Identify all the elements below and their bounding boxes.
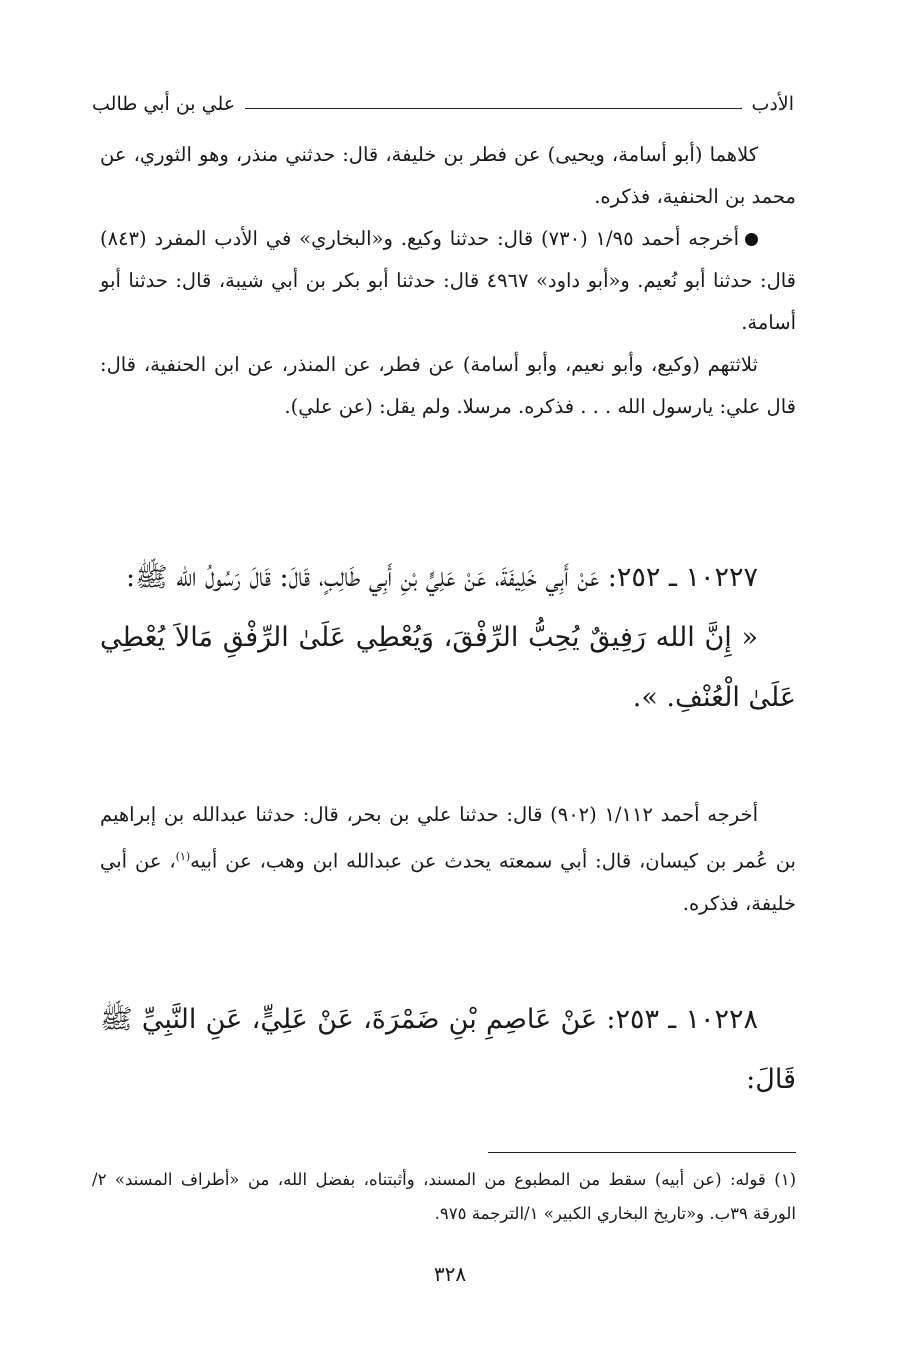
hadith-10228-chain: ١٠٢٢٨ ـ ٢٥٣: عَنْ عَاصِمِ بْنِ ضَمْرَةَ، عَنْ عَلِيٍّ، عَنِ النَّبِيِّ ﷺ قَالَ:: [100, 1004, 796, 1095]
header-rule: [245, 108, 741, 109]
commentary-block-1: [100, 134, 796, 428]
hadith-10228: [100, 990, 796, 1110]
header-section-title: الأدب: [751, 93, 794, 115]
hadith-10227-text: « إِنَّ الله رَفِيقٌ يُحِبُّ الرِّفْقَ، وَيُعْطِي عَلَىٰ الرِّفْقِ مَالاَ يُعْطِي عَلَىٰ الْعُنْفِ. ».: [100, 622, 796, 713]
running-header: [92, 88, 794, 120]
hadith-10227: [100, 548, 796, 728]
header-author-title: علي بن أبي طالب: [92, 93, 236, 115]
commentary-paragraph-1: كلاهما (أبو أسامة، ويحيى) عن فطر بن خليفة، قال: حدثني منذر، وهو الثوري، عن محمد بن الحنفية، فذكره.: [100, 143, 796, 208]
hadith-10227-chain: ١٠٢٢٧ ـ ٢٥٢: عَنْ أَبِي خَلِيفَةَ، عَنْ عَلِيٍّ بْنِ أَبِي طَالِبٍ، قَالَ: قَالَ رَسُولُ الله ﷺ:: [125, 562, 758, 593]
commentary-block-2: [100, 794, 796, 925]
footnote-reference: (١): [175, 850, 191, 863]
commentary-paragraph-4-end: ، عن أبي خليفة، فذكره.: [100, 849, 796, 915]
footnote-1-text: (١) قوله: (عن أبيه) سقط من المطبوع من المسند، وأثبتناه، بفضل الله، من «أطراف المسند» ٢/ الورقة ٣٩ب. و«تاريخ البخاري الكبير» ١/الترجمة ٩٧٥.: [92, 1170, 796, 1223]
commentary-paragraph-4-text: أخرجه أحمد ١/١١٢ (٩٠٢) قال: حدثنا علي بن بحر، قال: حدثنا عبدالله بن إبراهيم بن عُمر بن كيسان، قال: أبي سمعته يحدث عن عبدالله ابن وهب، عن أبيه: [100, 803, 796, 873]
footnote-1: [92, 1163, 796, 1231]
commentary-paragraph-2-text: أخرجه أحمد ١/٩٥ (٧٣٠) قال: حدثنا وكيع. و«البخاري» في الأدب المفرد (٨٤٣) قال: حدثنا أبو نُعيم. و«أبو داود» ٤٩٦٧ قال: حدثنا أبو بكر بن أبي شيبة، قال: حدثنا أبو أسامة.: [100, 227, 796, 334]
commentary-paragraph-4: [100, 794, 796, 925]
page-number: ٣٢٨: [433, 1262, 467, 1286]
commentary-paragraph-2: [100, 218, 796, 344]
bullet-icon: [745, 233, 758, 246]
commentary-paragraph-3: ثلاثتهم (وكيع، وأبو نعيم، وأبو أسامة) عن فطر، عن المنذر، عن ابن الحنفية، قال: قال علي: يارسول الله . . . فذكره. مرسلا. ولم يقل: (عن علي).: [100, 353, 796, 418]
footnote-divider: [488, 1152, 796, 1153]
